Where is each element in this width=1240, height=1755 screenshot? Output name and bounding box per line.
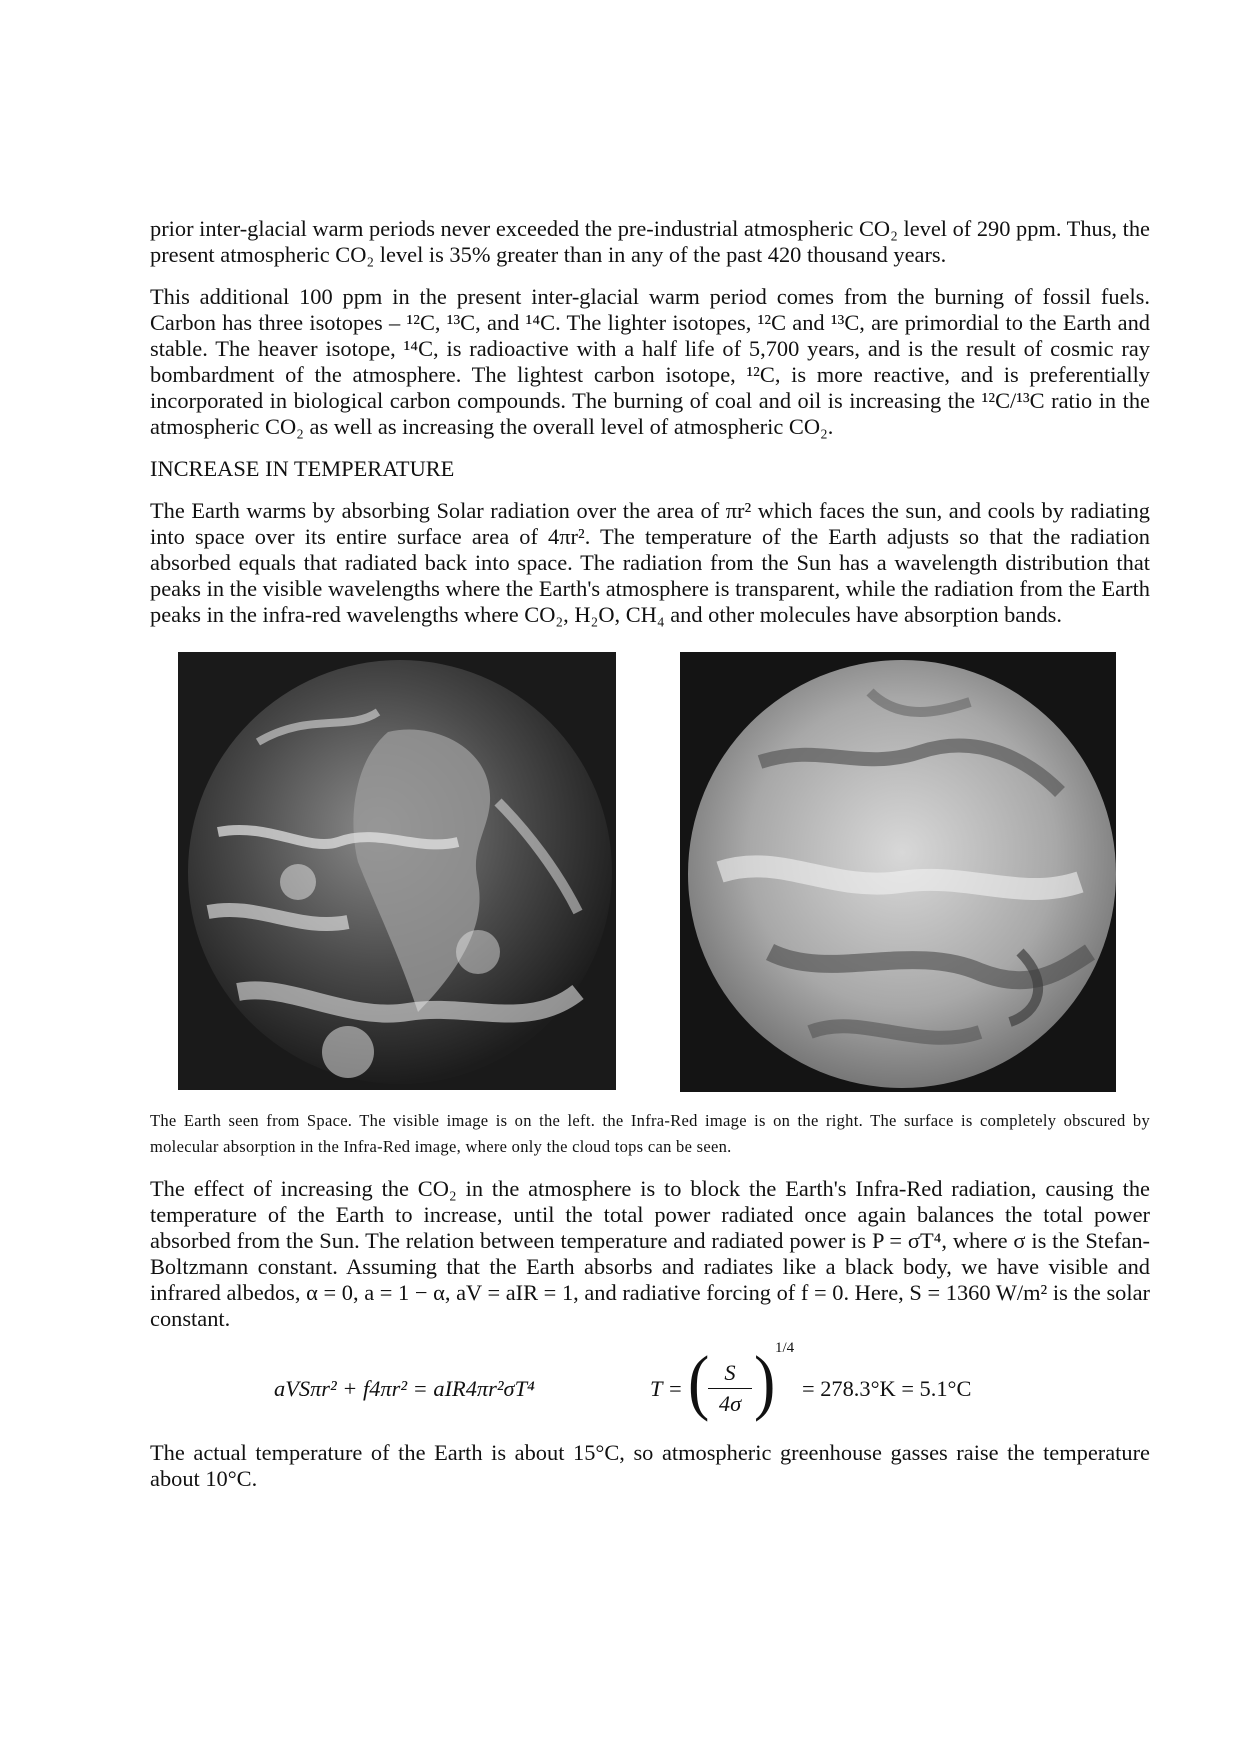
visible-earth-icon <box>178 652 616 1090</box>
figure-caption: The Earth seen from Space. The visible image is on the left. the Infra-Red image is on the right. The surface is completely obscured by molecular absorption in the Infra-Red image, where only the cloud tops can be seen. <box>150 1111 1150 1156</box>
equation-exponent: 1/4 <box>775 1340 795 1356</box>
equation-t-label: T = <box>650 1376 683 1401</box>
equation-result: = 278.3°K = 5.1°C <box>802 1376 972 1401</box>
temperature-equation <box>150 1336 1150 1440</box>
fraction-numerator: S <box>708 1360 752 1389</box>
left-paren: ( <box>688 1340 710 1423</box>
paragraph-carbon-isotopes: This additional 100 ppm in the present inter-glacial warm period comes from the burning of fossil fuels. Carbon has three isotopes – ¹²C, ¹³C, and ¹⁴C. The lighter isotopes, ¹²C and ¹³C, are primordial to the Earth and stable. The heaver isotope, ¹⁴C, is radioactive with a half life of 5,700 years, and is the result of cosmic ray bombardment of the atmosphere. The lightest carbon isotope, ¹²C, is more reactive, and is preferentially incorporated in biological carbon compounds. The burning of coal and oil is increasing the ¹²C/¹³C ratio in the atmospheric CO₂ as well as increasing the overall level of atmospheric CO₂. <box>150 284 1150 439</box>
paragraph-co2-effect: The effect of increasing the CO₂ in the atmosphere is to block the Earth's Infra-Red radiation, causing the temperature of the Earth to increase, until the total power radiated once again balances the total power absorbed from the Sun. The relation between temperature and radiated power is P = σT⁴, where σ is the Stefan-Boltzmann constant. Assuming that the Earth absorbs and radiates like a black body, we have visible and infrared albedos, α = 0, a = 1 − α, aV = aIR = 1, and radiative forcing of f = 0. Here, S = 1360 W/m² is the solar constant. <box>150 1176 1150 1331</box>
fraction-denominator: 4σ <box>718 1391 742 1416</box>
infrared-earth-icon <box>680 652 1116 1092</box>
equation-lhs: aVSπr² + f4πr² = aIR4πr²σT⁴ <box>274 1376 535 1401</box>
paragraph-actual-temperature: The actual temperature of the Earth is about 15°C, so atmospheric greenhouse gasses raise the temperature about 10°C. <box>150 1440 1150 1491</box>
earth-figure <box>150 652 1150 1108</box>
page-body <box>150 216 1150 1492</box>
section-heading: INCREASE IN TEMPERATURE <box>150 456 455 481</box>
paragraph-co2-levels: prior inter-glacial warm periods never exceeded the pre-industrial atmospheric CO₂ level of 290 ppm. Thus, the present atmospheric CO₂ level is 35% greater than in any of the past 420 thousand years. <box>150 216 1150 267</box>
equation-fraction <box>708 1360 752 1417</box>
infrared-earth-image <box>680 652 1116 1092</box>
paragraph-radiation-balance: The Earth warms by absorbing Solar radiation over the area of πr² which faces the sun, and cools by radiating into space over its entire surface area of 4πr². The temperature of the Earth adjusts so that the radiation absorbed equals that radiated back into space. The radiation from the Sun has a wavelength distribution that peaks in the visible wavelengths where the Earth's atmosphere is transparent, while the radiation from the Earth peaks in the infra-red wavelengths where CO₂, H₂O, CH₄ and other molecules have absorption bands. <box>150 498 1150 627</box>
right-paren: ) <box>754 1340 776 1423</box>
visible-earth-image <box>178 652 616 1090</box>
